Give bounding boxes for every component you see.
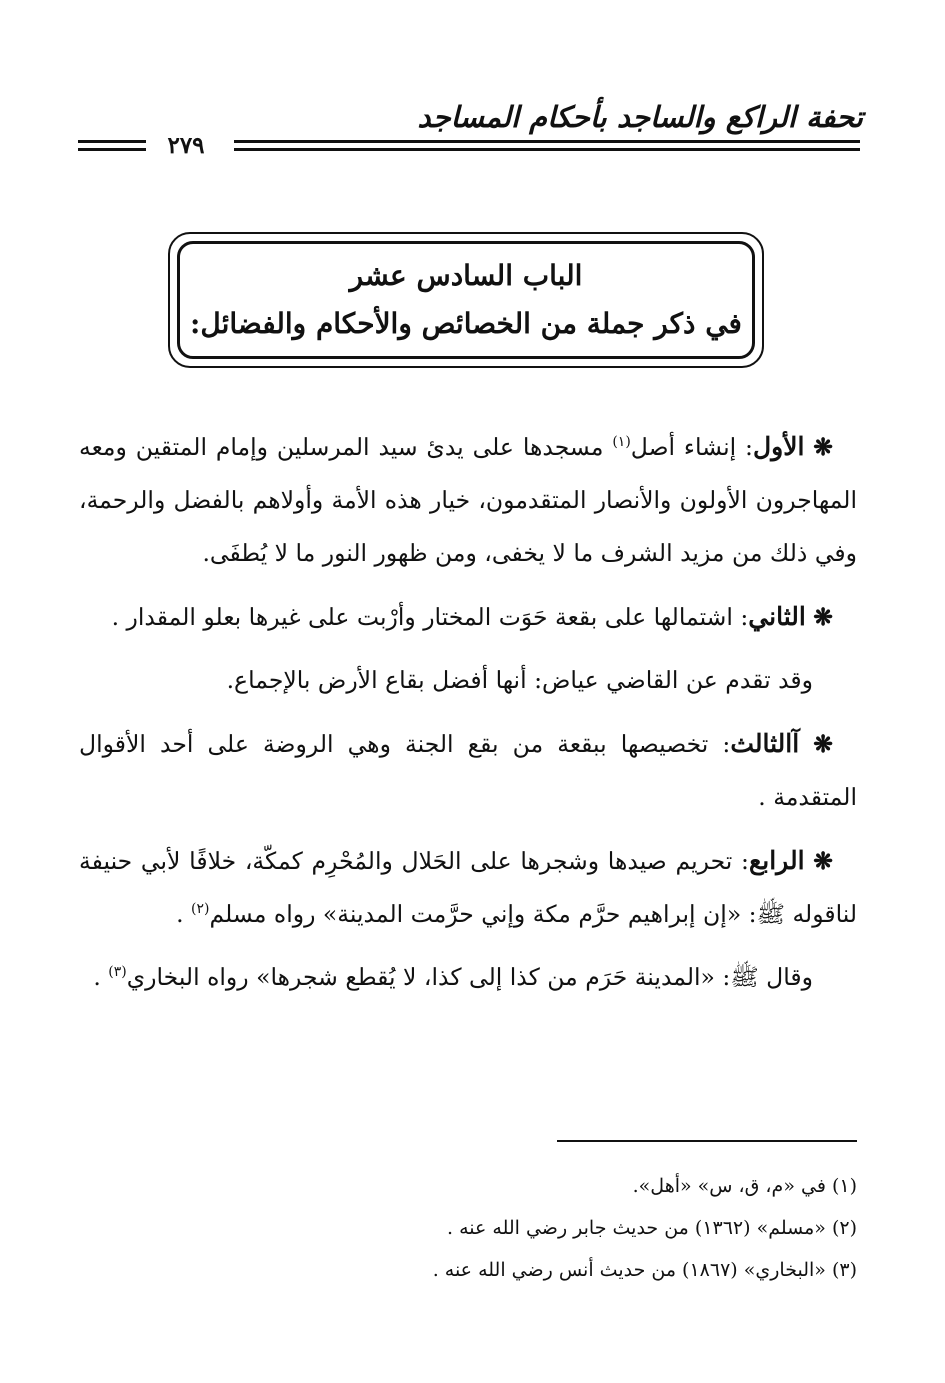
paragraph-second-label: الثاني <box>748 602 806 631</box>
chapter-title-box-inner <box>177 241 755 359</box>
paragraph-first-text-a: : إنشاء أصل <box>630 433 753 461</box>
star-bullet-3: ❋ <box>813 730 833 758</box>
header-title: تحفة الراكع والساجد بأحكام المساجد <box>417 100 863 134</box>
footnote-2: (٢) «مسلم» (١٣٦٢) من حديث جابر رضي الله عنه . <box>447 1217 857 1239</box>
paragraph-second <box>79 590 857 644</box>
paragraph-second-text: : اشتمالها على بقعة حَوَت المختار وأرْبت على غيرها بعلو المقدار . <box>111 603 749 631</box>
paragraph-third-label: آالثالث <box>730 729 800 758</box>
page-number: ٢٧٩ <box>167 132 205 159</box>
paragraph-first-label: الأول <box>752 432 805 461</box>
header-rule-left <box>78 140 146 143</box>
paragraph-hadith-text-a: وقال ﷺ: «المدينة حَرَم من كذا إلى كذا، لا يُقطع شجرها» رواه البخاري <box>126 963 813 991</box>
paragraph-hadith-text-b: . <box>93 963 109 991</box>
paragraph-fourth-text-b: . <box>176 900 192 928</box>
header-rule-left-second <box>78 148 146 151</box>
footnote-3: (٣) «البخاري» (١٨٦٧) من حديث أنس رضي الله عنه . <box>432 1259 857 1281</box>
paragraph-fourth-label: الرابع <box>748 846 805 875</box>
header-rule-right <box>234 140 860 143</box>
footnotes <box>79 1165 857 1291</box>
footnote-ref-2: (٢) <box>191 901 210 918</box>
paragraph-first-text-b: مسجدها على يدئ سيد المرسلين وإمام المتقين ومعه المهاجرون الأولون والأنصار المتقدمون، خيار هذه الأمة وأولاهم بالفضل والرحمة، وفي ذلك من مزيد الشرف ما لا يخفى، ومن ظهور النور ما لا يُطفَى. <box>79 433 857 567</box>
footnote-ref-1: (١) <box>612 434 631 451</box>
star-bullet-4: ❋ <box>813 847 833 875</box>
paragraph-fourth-text-a: : تحريم صيدها وشجرها على الحَلال والمُحْرِم كمكّة، خلافًا لأبي حنيفة لناقوله ﷺ: «إن إبراهيم حرَّم مكة وإني حرَّمت المدينة» رواه مسلم <box>79 847 857 928</box>
chapter-title-box <box>168 232 764 368</box>
main-content <box>79 420 857 1014</box>
header-rule-right-second <box>234 148 860 151</box>
paragraph-third-text: : تخصيصها ببقعة من بقع الجنة وهي الروضة على أحد الأقوال المتقدمة . <box>79 730 857 811</box>
chapter-title: الباب السادس عشر <box>349 259 583 293</box>
paragraph-fourth <box>79 834 857 941</box>
paragraph-first <box>79 420 857 580</box>
paragraph-ijma: وقد تقدم عن القاضي عياض: أنها أفضل بقاع الأرض بالإجماع. <box>226 666 813 694</box>
paragraph-hadith <box>79 951 857 1004</box>
star-bullet-2: ❋ <box>813 603 833 631</box>
chapter-subtitle: في ذكر جملة من الخصائص والأحكام والفضائل: <box>190 307 742 340</box>
star-bullet-1: ❋ <box>813 433 833 461</box>
paragraph-third <box>79 717 857 824</box>
footnote-1: (١) في «م، ق، س» «أهل». <box>632 1175 857 1197</box>
footnote-divider <box>557 1140 857 1142</box>
footnote-ref-3: (٣) <box>108 964 127 981</box>
